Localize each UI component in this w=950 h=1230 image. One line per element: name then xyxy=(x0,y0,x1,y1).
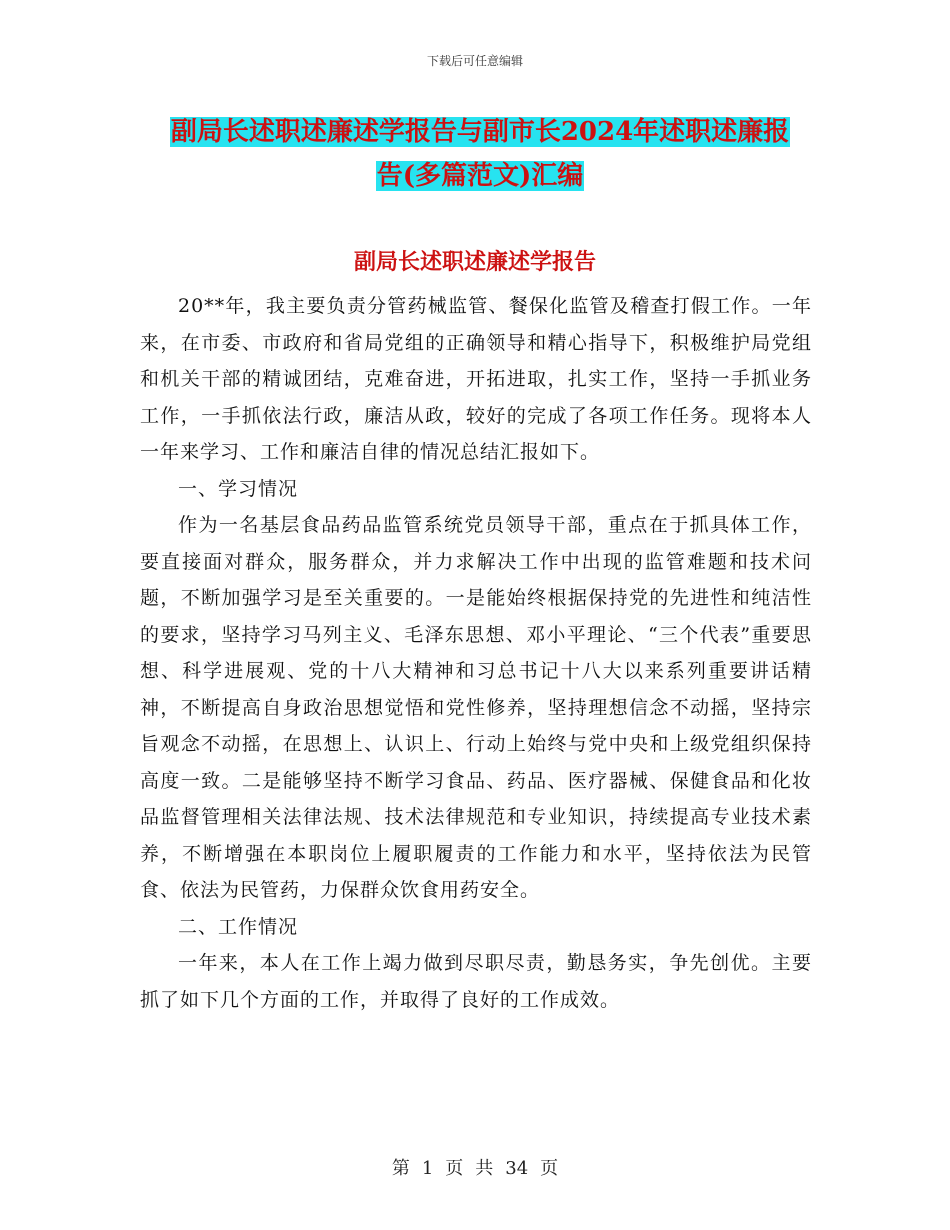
footer-page-mid: 页 xyxy=(445,1158,464,1179)
document-title xyxy=(140,110,820,198)
section-title: 副局长述职述廉述学报告 xyxy=(353,249,596,275)
footer-total-suffix: 页 xyxy=(540,1158,559,1179)
heading-work: 二、工作情况 xyxy=(178,915,299,938)
document-body xyxy=(140,288,812,1018)
page-footer xyxy=(0,1154,950,1180)
footer-total-prefix: 共 xyxy=(475,1158,494,1179)
title-line-2: 告(多篇范文)汇编 xyxy=(376,161,584,191)
header-note: 下载后可任意编辑 xyxy=(426,54,523,68)
footer-total-pages: 34 xyxy=(505,1158,529,1179)
paragraph-work: 一年来，本人在工作上竭力做到尽职尽责，勤恳务实，争先创优。主要抓了如下几个方面的工作，并取得了良好的工作成效。 xyxy=(140,952,812,1011)
paragraph-study: 作为一名基层食品药品监管系统党员领导干部，重点在于抓具体工作，要直接面对群众，服务群众，并力求解决工作中出现的监管难题和技术问题，不断加强学习是至关重要的。一是能始终根据保持党的先进性和纯洁性的要求，坚持学习马列主义、毛泽东思想、邓小平理论、“三个代表”重要思想、科学进展观、党的十八大精神和习总书记十八大以来系列重要讲话精神，不断提高自身政治思想觉悟和党性修养，坚持理想信念不动摇，坚持宗旨观念不动摇，在思想上、认识上、行动上始终与党中央和上级党组织保持高度一致。二是能够坚持不断学习食品、药品、医疗器械、保健食品和化妆品监督管理相关法律法规、技术法律规范和专业知识，持续提高专业技术素养，不断增强在本职岗位上履职履责的工作能力和水平，坚持依法为民管食、依法为民管药，力保群众饮食用药安全。 xyxy=(140,514,812,901)
footer-page-prefix: 第 xyxy=(391,1158,410,1179)
heading-study: 一、学习情况 xyxy=(178,477,299,500)
paragraph-intro: 20**年，我主要负责分管药械监管、餐保化监管及稽查打假工作。一年来，在市委、市政府和省局党组的正确领导和精心指导下，积极维护局党组和机关干部的精诚团结，克难奋进，开拓进取，扎实工作，坚持一手抓业务工作，一手抓依法行政，廉洁从政，较好的完成了各项工作任务。现将本人一年来学习、工作和廉洁自律的情况总结汇报如下。 xyxy=(140,295,812,463)
footer-current-page: 1 xyxy=(421,1158,434,1179)
title-line-1: 副局长述职述廉述学报告与副市长2024年述职述廉报 xyxy=(170,117,790,147)
